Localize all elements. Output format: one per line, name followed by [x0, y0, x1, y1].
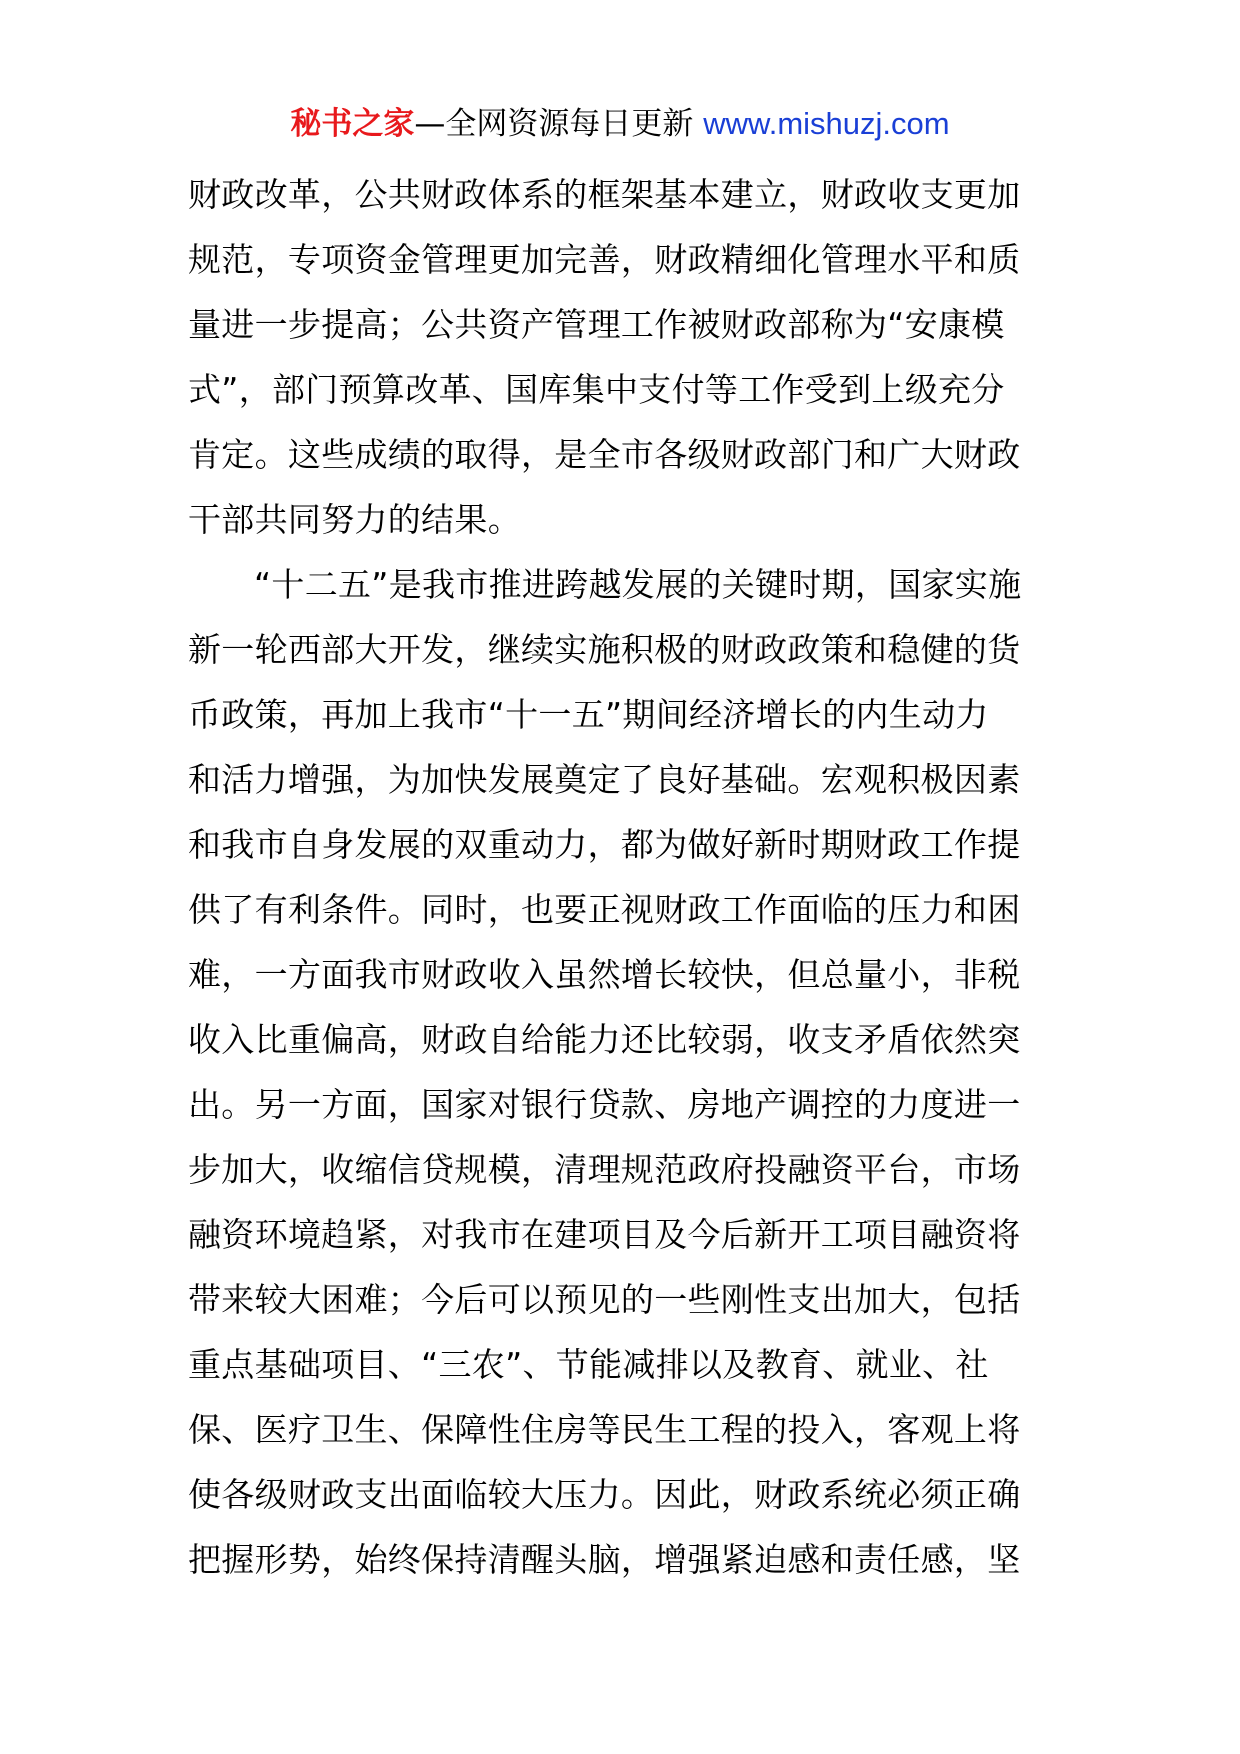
text-line: 出。另一方面，国家对银行贷款、房地产调控的力度进一	[188, 1085, 1021, 1124]
text-line: 新一轮西部大开发，继续实施积极的财政政策和稳健的货	[188, 630, 1021, 669]
header-url-link[interactable]: www.mishuzj.com	[703, 106, 950, 141]
page-header	[0, 102, 1240, 146]
text-line: 肯定。这些成绩的取得，是全市各级财政部门和广大财政	[188, 435, 1021, 474]
text-line: 币政策，再加上我市“十一五”期间经济增长的内生动力	[188, 695, 989, 734]
paragraph-2	[188, 552, 1058, 1592]
document-body	[188, 162, 1058, 1592]
text-line: 难，一方面我市财政收入虽然增长较快，但总量小，非税	[188, 955, 1021, 994]
text-line: 融资环境趋紧，对我市在建项目及今后新开工项目融资将	[188, 1215, 1021, 1254]
header-brand: 秘书之家	[290, 106, 415, 142]
text-line: 式”，部门预算改革、国库集中支付等工作受到上级充分	[188, 370, 1005, 409]
text-line: 步加大，收缩信贷规模，清理规范政府投融资平台，市场	[188, 1150, 1021, 1189]
text-line: 把握形势，始终保持清醒头脑，增强紧迫感和责任感，坚	[188, 1540, 1021, 1579]
text-line: 财政改革，公共财政体系的框架基本建立，财政收支更加	[188, 175, 1021, 214]
text-line: 量进一步提高；公共资产管理工作被财政部称为“安康模	[188, 305, 1005, 344]
text-line: 保、医疗卫生、保障性住房等民生工程的投入，客观上将	[188, 1410, 1021, 1449]
header-tagline: —全网资源每日更新	[414, 106, 704, 142]
text-line: “十二五”是我市推进跨越发展的关键时期，国家实施	[254, 565, 1022, 604]
text-line: 收入比重偏高，财政自给能力还比较弱，收支矛盾依然突	[188, 1020, 1021, 1059]
text-line: 规范，专项资金管理更加完善，财政精细化管理水平和质	[188, 240, 1021, 279]
text-line: 干部共同努力的结果。	[188, 500, 521, 539]
text-line: 重点基础项目、“三农”、节能减排以及教育、就业、社	[188, 1345, 989, 1384]
text-line: 供了有利条件。同时，也要正视财政工作面临的压力和困	[188, 890, 1021, 929]
paragraph-1	[188, 162, 1058, 552]
text-line: 和活力增强，为加快发展奠定了良好基础。宏观积极因素	[188, 760, 1021, 799]
text-line: 带来较大困难；今后可以预见的一些刚性支出加大，包括	[188, 1280, 1021, 1319]
text-line: 使各级财政支出面临较大压力。因此，财政系统必须正确	[188, 1475, 1021, 1514]
text-line: 和我市自身发展的双重动力，都为做好新时期财政工作提	[188, 825, 1021, 864]
